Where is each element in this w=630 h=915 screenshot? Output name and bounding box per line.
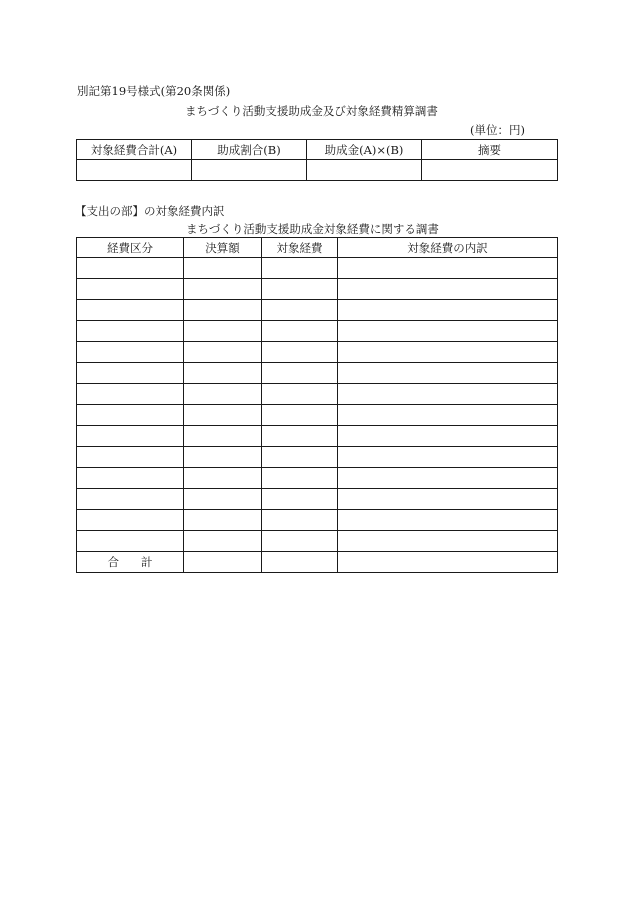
row-eligible-cost[interactable] [262, 489, 338, 510]
row-settled-amount[interactable] [184, 342, 262, 363]
table-row [77, 489, 558, 510]
table-row [77, 531, 558, 552]
row-settled-amount[interactable] [184, 384, 262, 405]
summary-cell-total-cost[interactable] [77, 160, 192, 181]
table-row [77, 321, 558, 342]
total-eligible-cost-details[interactable] [338, 552, 558, 573]
row-eligible-cost[interactable] [262, 384, 338, 405]
row-eligible-cost[interactable] [262, 321, 338, 342]
breakdown-body [77, 258, 558, 552]
row-expense-category[interactable] [77, 468, 184, 489]
row-settled-amount[interactable] [184, 300, 262, 321]
row-settled-amount[interactable] [184, 279, 262, 300]
table-row [77, 384, 558, 405]
row-eligible-cost[interactable] [262, 510, 338, 531]
table-row [77, 258, 558, 279]
row-eligible-cost[interactable] [262, 363, 338, 384]
row-settled-amount[interactable] [184, 426, 262, 447]
table-row [77, 279, 558, 300]
summary-header-remarks: 摘要 [422, 140, 558, 160]
breakdown-total-row [77, 552, 558, 573]
row-settled-amount[interactable] [184, 510, 262, 531]
row-expense-category[interactable] [77, 405, 184, 426]
header-eligible-cost-details: 対象経費の内訳 [338, 238, 558, 258]
total-label-part2: 計 [141, 555, 153, 569]
row-eligible-cost-details[interactable] [338, 279, 558, 300]
row-expense-category[interactable] [77, 363, 184, 384]
header-eligible-cost: 対象経費 [262, 238, 338, 258]
table-row [77, 405, 558, 426]
row-eligible-cost-details[interactable] [338, 258, 558, 279]
row-eligible-cost[interactable] [262, 279, 338, 300]
summary-cell-remarks[interactable] [422, 160, 558, 181]
document-title: まちづくり活動支援助成金及び対象経費精算調書 [185, 104, 438, 118]
row-eligible-cost-details[interactable] [338, 384, 558, 405]
row-eligible-cost-details[interactable] [338, 468, 558, 489]
row-expense-category[interactable] [77, 531, 184, 552]
row-expense-category[interactable] [77, 258, 184, 279]
unit-note: (単位：円) [470, 123, 525, 137]
header-expense-category: 経費区分 [77, 238, 184, 258]
row-eligible-cost-details[interactable] [338, 405, 558, 426]
expense-section-heading: 【支出の部】の対象経費内訳 [75, 204, 225, 218]
row-eligible-cost-details[interactable] [338, 447, 558, 468]
summary-header-subsidy-rate: 助成割合(B) [192, 140, 307, 160]
row-eligible-cost[interactable] [262, 300, 338, 321]
form-number: 別記第19号様式(第20条関係) [77, 84, 231, 98]
row-settled-amount[interactable] [184, 363, 262, 384]
table-row [77, 300, 558, 321]
row-expense-category[interactable] [77, 447, 184, 468]
row-eligible-cost-details[interactable] [338, 300, 558, 321]
total-label-part1: 合 [107, 555, 119, 569]
table-row [77, 342, 558, 363]
row-settled-amount[interactable] [184, 489, 262, 510]
total-label [77, 552, 184, 573]
row-settled-amount[interactable] [184, 468, 262, 489]
row-expense-category[interactable] [77, 384, 184, 405]
breakdown-table [76, 237, 558, 573]
row-settled-amount[interactable] [184, 405, 262, 426]
table-row [77, 363, 558, 384]
row-eligible-cost-details[interactable] [338, 363, 558, 384]
row-expense-category[interactable] [77, 489, 184, 510]
row-expense-category[interactable] [77, 426, 184, 447]
total-settled-amount[interactable] [184, 552, 262, 573]
summary-header-row [77, 140, 558, 160]
row-eligible-cost[interactable] [262, 342, 338, 363]
row-eligible-cost[interactable] [262, 426, 338, 447]
row-eligible-cost-details[interactable] [338, 342, 558, 363]
row-expense-category[interactable] [77, 300, 184, 321]
summary-cell-subsidy-rate[interactable] [192, 160, 307, 181]
summary-value-row [77, 160, 558, 181]
header-settled-amount: 決算額 [184, 238, 262, 258]
summary-cell-subsidy-amount[interactable] [307, 160, 422, 181]
row-eligible-cost[interactable] [262, 447, 338, 468]
row-settled-amount[interactable] [184, 321, 262, 342]
summary-header-subsidy-amount: 助成金(A)×(B) [307, 140, 422, 160]
summary-table [76, 139, 558, 181]
row-expense-category[interactable] [77, 510, 184, 531]
table-row [77, 468, 558, 489]
row-settled-amount[interactable] [184, 447, 262, 468]
table-row [77, 447, 558, 468]
row-eligible-cost[interactable] [262, 258, 338, 279]
row-eligible-cost-details[interactable] [338, 489, 558, 510]
total-eligible-cost[interactable] [262, 552, 338, 573]
row-eligible-cost-details[interactable] [338, 321, 558, 342]
row-eligible-cost[interactable] [262, 531, 338, 552]
row-eligible-cost-details[interactable] [338, 510, 558, 531]
row-expense-category[interactable] [77, 342, 184, 363]
row-settled-amount[interactable] [184, 258, 262, 279]
row-eligible-cost[interactable] [262, 468, 338, 489]
row-eligible-cost-details[interactable] [338, 531, 558, 552]
summary-header-total-cost: 対象経費合計(A) [77, 140, 192, 160]
row-expense-category[interactable] [77, 321, 184, 342]
breakdown-title: まちづくり活動支援助成金対象経費に関する調書 [186, 222, 439, 236]
row-eligible-cost-details[interactable] [338, 426, 558, 447]
row-settled-amount[interactable] [184, 531, 262, 552]
table-row [77, 510, 558, 531]
row-eligible-cost[interactable] [262, 405, 338, 426]
row-expense-category[interactable] [77, 279, 184, 300]
table-row [77, 426, 558, 447]
breakdown-header-row [77, 238, 558, 258]
